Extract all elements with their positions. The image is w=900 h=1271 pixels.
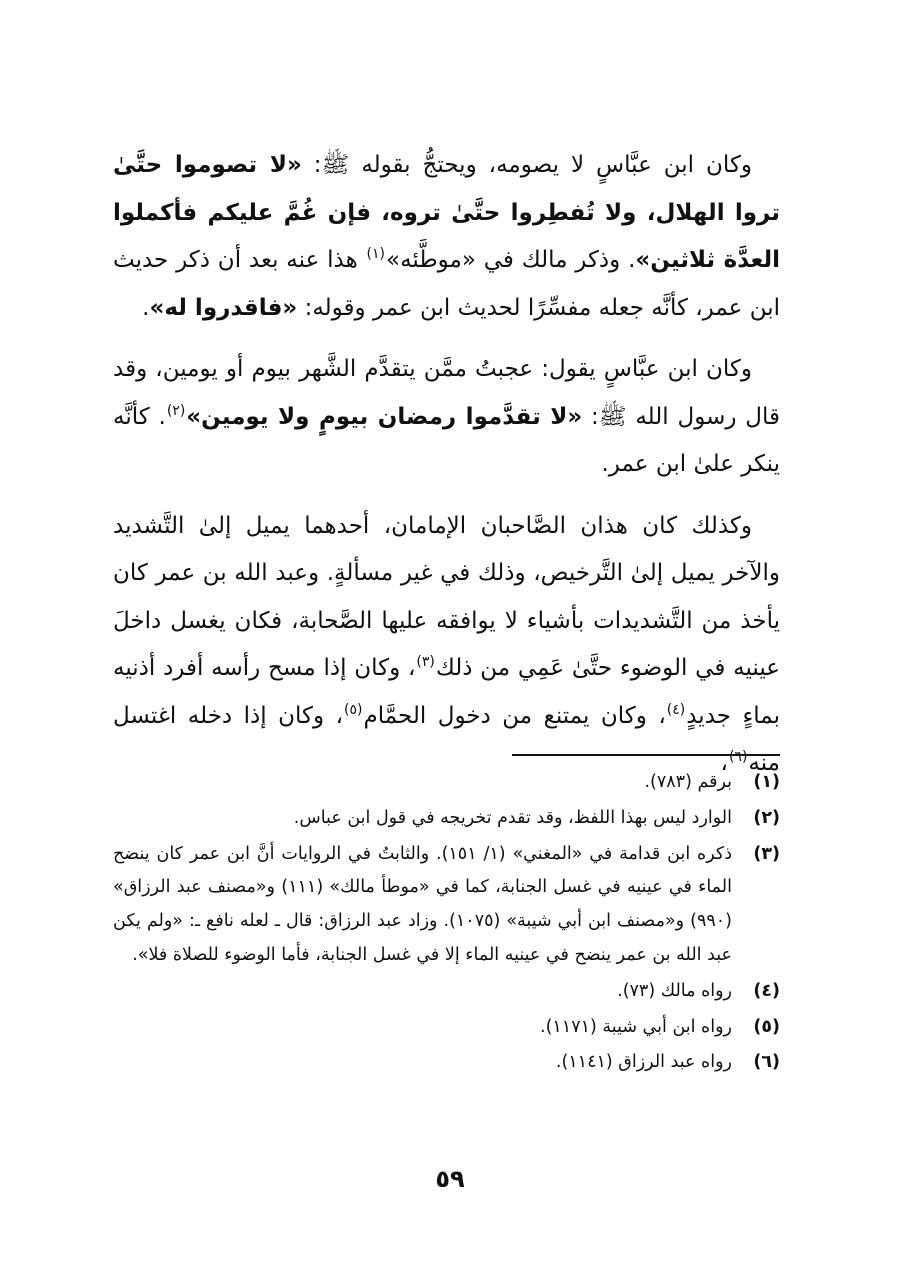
footnote-text: الوارد ليس بهذا اللفظ، وقد تقدم تخريجه في قول ابن عباس. — [293, 807, 732, 828]
footnote-ref-6[interactable]: (٦) — [728, 749, 748, 766]
footnote-number: (٤) — [753, 980, 780, 1001]
paragraph-3-text-4: ، وكان إذا دخله اغتسل منه — [113, 702, 780, 776]
page-number: ٥٩ — [435, 1165, 465, 1193]
paragraph-1-text-1: وكان ابن عبَّاسٍ لا يصومه، ويحتجُّ بقوله ﷺ: — [301, 152, 752, 178]
paragraph-3-text-5: ، — [720, 750, 728, 776]
hadith-quote-estimate: «فاقدروا له» — [149, 294, 298, 321]
paragraph-3-text-2: ، وكان إذا مسح رأسه أفرد أذنيه بماءٍ جديدٍ — [113, 655, 780, 729]
footnote-ref-5[interactable]: (٥) — [344, 701, 363, 718]
footnote-number: (٣) — [753, 843, 780, 864]
footnote-text: ذكره ابن قدامة في «المغني» (١/ ١٥١). والثابتُ في الروايات أنَّ ابن عمر كان ينضح الماء في عينيه في غسل الجنابة، كما في «موطأ مالك» (١١١) و«مصنف عبد الرزاق» (٩٩٠) و«مصنف ابن أبي شيبة» (١٠٧٥). وزاد عبد الرزاق: قال ـ لعله نافع ـ: «ولم يكن عبد الله بن عمر ينضح في عينيه الماء إلا في غسل الجنابة، فأما الوضوء للصلاة فلا». — [113, 843, 732, 965]
paragraph-1-text-4: . — [142, 294, 150, 321]
footnote-item — [113, 1046, 780, 1080]
footnote-item — [113, 802, 780, 836]
footnote-item — [113, 838, 780, 973]
paragraph-2-text-1: وكان ابن عبَّاسٍ يقول: عجبتُ ممَّن يتقدَّم الشَّهر بيوم أو يومين، وقد قال رسول الله ﷺ: — [113, 356, 781, 430]
footnote-item — [113, 975, 780, 1009]
paragraph-1-text-3: هذا عنه بعد أن ذكر حديث ابن عمر، كأنَّه جعله مفسِّرًا لحديث ابن عمر وقوله: — [113, 247, 780, 321]
footnote-number: (١) — [753, 772, 780, 792]
footnote-ref-4[interactable]: (٤) — [666, 701, 686, 718]
footnote-text: رواه ابن أبي شيبة (١١٧١). — [540, 1016, 732, 1037]
paragraph-ibn-abbas-fasting — [113, 142, 780, 332]
footnote-text: رواه مالك (٧٣). — [617, 980, 732, 1001]
footnote-ref-1[interactable]: (١) — [366, 246, 386, 263]
footnote-number: (٦) — [753, 1052, 780, 1073]
hadith-quote-crescent: «لا تصوموا حتَّىٰ تروا الهلال، ولا تُفطِروا حتَّىٰ تروه، فإن غُمَّ عليكم فأكملوا العدَّة ثلاثين» — [113, 152, 780, 273]
footnotes-section — [113, 766, 780, 1082]
hadith-quote-ramadan: «لا تقدَّموا رمضان بيومٍ ولا يومين» — [186, 403, 583, 430]
paragraph-3-text-1: وكذلك كان هذان الصَّاحبان الإمامان، أحدهما يميل إلىٰ التَّشديد والآخر يميل إلىٰ التَّرخيص، وذلك في غير مسألةٍ. وعبد الله بن عمر كان يأخذ من التَّشديدات بأشياء لا يوافقه عليها الصَّحابة، فكان يغسل داخلَ عينيه في الوضوء حتَّىٰ عَمِي من ذلك — [113, 512, 780, 681]
footnote-ref-3[interactable]: (٣) — [416, 654, 435, 671]
paragraph-3-text-3: ، وكان يمتنع من دخول الحمَّام — [363, 702, 666, 729]
footnote-ref-2[interactable]: (٢) — [166, 402, 186, 419]
paragraph-2-text-2: . كأنَّه ينكر علىٰ ابن عمر. — [113, 403, 780, 477]
paragraph-1-text-2: . وذكر مالك في «موطَّئه» — [386, 247, 636, 273]
footnote-number: (٢) — [753, 807, 780, 828]
paragraph-ibn-abbas-saying — [113, 346, 780, 489]
paragraph-two-companions — [113, 503, 780, 788]
footnote-number: (٥) — [753, 1016, 780, 1037]
footnote-text: رواه عبد الرزاق (١١٤١). — [555, 1052, 732, 1073]
footnote-separator — [512, 754, 780, 756]
footnote-text: برقم (٧٨٣). — [644, 772, 732, 792]
footnote-item — [113, 1011, 780, 1045]
footnote-item — [113, 766, 780, 800]
main-text — [113, 142, 780, 788]
